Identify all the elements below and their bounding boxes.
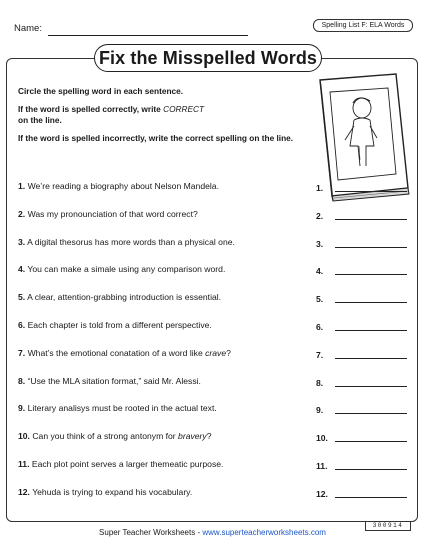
question-text[interactable]: Can you think of a strong antonym for — [32, 431, 179, 441]
question-row — [18, 459, 223, 470]
answer-line[interactable] — [335, 219, 407, 220]
question-row — [18, 237, 235, 248]
question-number: 11. — [18, 459, 30, 469]
question-text[interactable]: A digital thesorus has more words than a physical one. — [27, 237, 235, 247]
question-text[interactable]: Yehuda is trying to expand his vocabulary. — [32, 487, 193, 497]
instruction-correct — [18, 104, 308, 126]
footer-brand: Super Teacher Worksheets — [99, 528, 196, 537]
answer-number: 2. — [316, 211, 324, 221]
question-row — [18, 348, 231, 359]
question-number: 6. — [18, 320, 26, 330]
instruction-correct-keyword: CORRECT — [163, 104, 205, 114]
question-text[interactable]: We’re reading a biography about Nelson Mandela. — [27, 181, 219, 191]
footer — [0, 528, 425, 537]
instructions — [18, 86, 308, 151]
question-text[interactable]: A clear, attention-grabbing introduction is essential. — [27, 292, 222, 302]
question-row — [18, 209, 198, 220]
answer-line[interactable] — [335, 191, 407, 192]
answer-line[interactable] — [335, 413, 407, 414]
name-line[interactable] — [48, 35, 248, 36]
footer-separator: - — [195, 528, 203, 537]
answer-line[interactable] — [335, 274, 407, 275]
question-row — [18, 376, 201, 387]
question-number: 2. — [18, 209, 26, 219]
answer-line[interactable] — [335, 469, 407, 470]
answer-line[interactable] — [335, 497, 407, 498]
question-text[interactable]: Was my pronounciation of that word correct? — [27, 209, 198, 219]
answer-line[interactable] — [335, 330, 407, 331]
question-text[interactable]: You can make a simale using any comparison word. — [27, 264, 226, 274]
question-text[interactable]: Each chapter is told from a different perspective. — [27, 320, 212, 330]
question-row — [18, 487, 192, 498]
instruction-correct-prefix: If the word is spelled correctly, write — [18, 104, 161, 114]
answer-number: 6. — [316, 322, 324, 332]
question-italic-word[interactable]: bravery — [178, 431, 207, 441]
answer-number: 9. — [316, 405, 324, 415]
question-number: 7. — [18, 348, 26, 358]
question-number: 3. — [18, 237, 26, 247]
answer-number: 12. — [316, 489, 328, 499]
question-number: 4. — [18, 264, 26, 274]
question-italic-word[interactable]: crave — [205, 348, 227, 358]
answer-number: 1. — [316, 183, 324, 193]
question-row — [18, 403, 217, 414]
question-text[interactable]: Each plot point serves a larger themeatic purpose. — [31, 459, 224, 469]
question-row — [18, 292, 221, 303]
question-number: 8. — [18, 376, 26, 386]
instruction-circle: Circle the spelling word in each sentence. — [18, 86, 184, 96]
question-text[interactable]: “Use the MLA sitation format,” said Mr. Alessi. — [27, 376, 201, 386]
question-number: 1. — [18, 181, 26, 191]
question-row — [18, 181, 219, 192]
answer-number: 11. — [316, 461, 328, 471]
spelling-list-badge: Spelling List F: ELA Words — [313, 19, 413, 32]
question-row — [18, 264, 225, 275]
question-number: 9. — [18, 403, 26, 413]
answer-number: 3. — [316, 239, 324, 249]
answer-line[interactable] — [335, 247, 407, 248]
question-text-end: ? — [206, 431, 212, 441]
question-number: 10. — [18, 431, 30, 441]
answer-line[interactable] — [335, 386, 407, 387]
instruction-correct-suffix: on the line. — [18, 115, 62, 125]
question-number: 12. — [18, 487, 30, 497]
name-label: Name: — [14, 23, 42, 34]
question-row — [18, 320, 212, 331]
answer-number: 7. — [316, 350, 324, 360]
question-text-end: ? — [226, 348, 231, 358]
question-text[interactable]: Literary analisys must be rooted in the actual text. — [27, 403, 217, 413]
answer-number: 10. — [316, 433, 328, 443]
instruction-incorrect: If the word is spelled incorrectly, write the correct spelling on the line. — [18, 133, 294, 143]
answer-line[interactable] — [335, 358, 407, 359]
book-illustration-icon — [312, 70, 412, 202]
footer-url-link[interactable]: www.superteacherworksheets.com — [202, 528, 326, 537]
question-number: 5. — [18, 292, 26, 302]
answer-number: 5. — [316, 294, 324, 304]
worksheet-code: 300914 — [365, 521, 411, 531]
answer-line[interactable] — [335, 302, 407, 303]
question-text[interactable]: What’s the emotional conatation of a word like — [27, 348, 206, 358]
answer-line[interactable] — [335, 441, 407, 442]
answer-number: 8. — [316, 378, 324, 388]
worksheet-title: Fix the Misspelled Words — [94, 44, 322, 72]
answer-number: 4. — [316, 266, 324, 276]
question-row — [18, 431, 211, 442]
